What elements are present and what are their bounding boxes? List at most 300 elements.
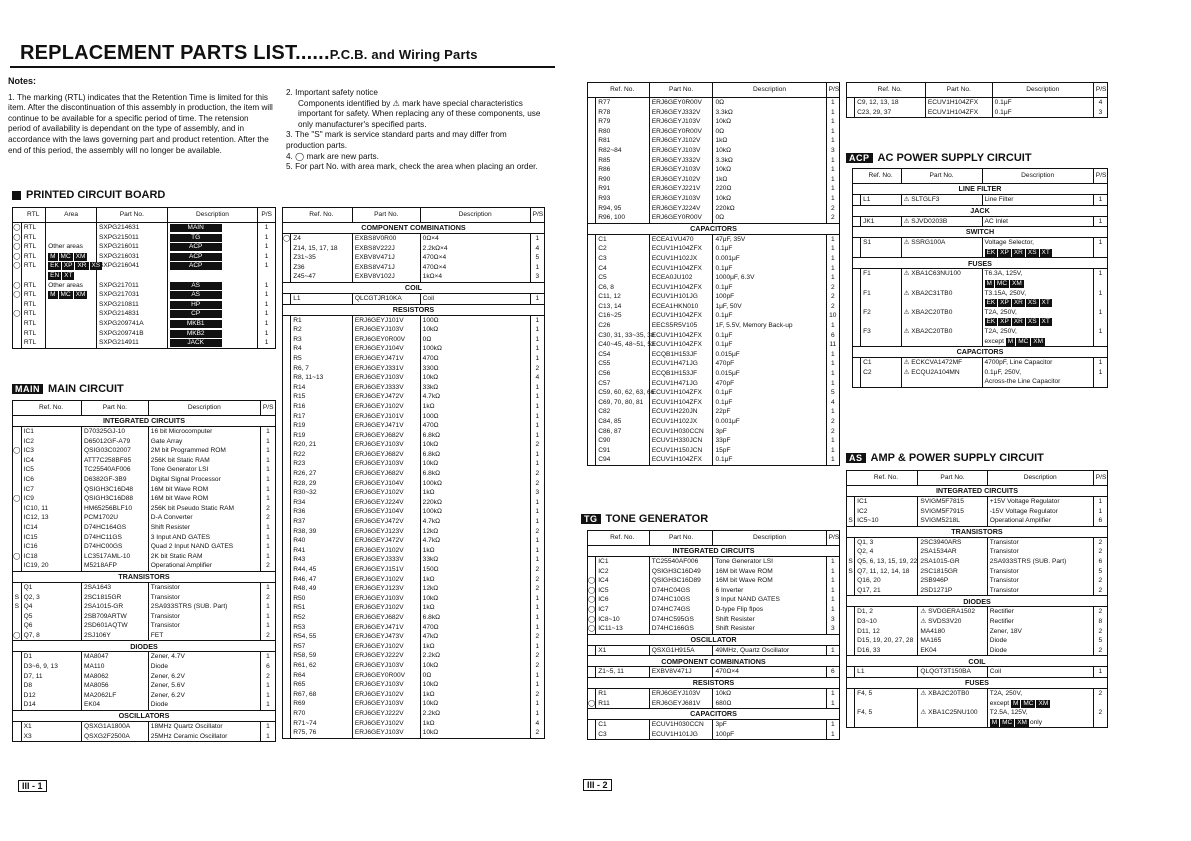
table-cell: IC7 (21, 485, 81, 495)
table-cell: SVIGM5218L (918, 516, 987, 526)
table-cell: R65 (291, 680, 353, 690)
table-row (588, 455, 840, 465)
group-header (588, 656, 840, 667)
column-header: Description (987, 471, 1093, 486)
group-title: CAPACITORS (853, 347, 1108, 358)
table-cell: ⚠ SLTGLF3 (901, 195, 982, 206)
table-cell: Coil (420, 293, 530, 304)
table-cell (283, 517, 291, 527)
table-cell: 1 (826, 407, 839, 417)
table-row (13, 691, 276, 701)
table-cell: ERJ6GEYJ472V (352, 392, 420, 402)
table-cell: R15 (291, 392, 353, 402)
note-2a: 2. Important safety notice (286, 88, 378, 97)
table-cell: 1 (826, 184, 839, 194)
table-cell: C86, 87 (596, 427, 649, 437)
table-cell: IC5~10 (855, 516, 918, 526)
table-cell: Transistor (148, 621, 260, 631)
group-header (853, 227, 1108, 238)
table-cell: 2 (1093, 688, 1107, 698)
table-row (283, 680, 545, 690)
table-cell: 0.1μF (713, 311, 826, 321)
table-cell: Q5 (21, 612, 81, 622)
table-cell: Coil (987, 667, 1093, 678)
table-cell: Z14, 15, 17, 18 (291, 244, 353, 254)
table-cell: RTL (21, 281, 45, 291)
table-cell: ⚠ XBA1C25NU100 (918, 708, 987, 718)
table-cell: Z36 (291, 263, 353, 273)
table-cell (853, 195, 861, 206)
table-row (283, 263, 545, 273)
table-row (847, 667, 1108, 678)
table-cell: Voltage Selector, (982, 238, 1093, 248)
table-cell: QSXG1H915A (649, 645, 713, 656)
table-cell: Transistor (987, 537, 1093, 547)
table-cell: 1 (826, 446, 839, 456)
table-cell (861, 279, 901, 289)
table-cell: ERJ6GEYJ102V (352, 603, 420, 613)
table-cell: R46, 47 (291, 575, 353, 585)
table-cell: 1 (530, 412, 544, 422)
table-cell: 5 (530, 253, 544, 263)
table-cell: IC5 (596, 586, 649, 596)
table-cell (13, 456, 22, 466)
area-tag: XT (1041, 299, 1050, 307)
table-cell: 1 (826, 194, 839, 204)
table-cell: 1 (260, 465, 275, 475)
table-cell (1093, 248, 1107, 258)
title-rule (10, 66, 555, 68)
title-subtitle: P.C.B. and Wiring Parts (329, 47, 478, 62)
table-row (847, 586, 1108, 596)
table-cell: RTL (21, 309, 45, 319)
table-cell: L1 (855, 667, 918, 678)
table-cell: except M MC XM (987, 699, 1093, 709)
table-row (588, 127, 840, 137)
table-cell: RTL (21, 300, 45, 310)
table-cell: 2SA933STRS (SUB. Part) (987, 557, 1093, 567)
table-row (853, 289, 1108, 299)
group-header (283, 282, 545, 293)
table-cell: 10kΩ (420, 373, 530, 383)
column-header (588, 83, 596, 98)
table-cell: 0.1μF (713, 331, 826, 341)
area-tag: XP (63, 262, 73, 270)
table-cell: ERJ6GEYJ151V (352, 565, 420, 575)
table-cell: R41 (291, 546, 353, 556)
table-cell (853, 308, 861, 318)
table-cell: 1 (530, 459, 544, 469)
table-cell: Q1, 3 (855, 537, 918, 547)
area-tag: XS (1027, 318, 1037, 326)
table-cell: 1 (826, 98, 839, 108)
table-cell (13, 561, 22, 571)
table-cell: 2 (826, 417, 839, 427)
table-row (283, 594, 545, 604)
table-cell: 1 (826, 557, 839, 567)
table-cell: C3 (596, 254, 649, 264)
main-table (12, 400, 276, 742)
table-cell: ⚠ SVDGERA1502 (918, 607, 987, 617)
table-cell: ERJ6GEYJ102V (352, 402, 420, 412)
table-cell: C56 (596, 369, 649, 379)
table-cell: ERJ6GEYJ102V (352, 575, 420, 585)
table-cell: 1 (530, 709, 544, 719)
table-cell: 16M bit Wave ROM (713, 576, 826, 586)
table-cell: 3 Input AND GATES (148, 533, 260, 543)
table-cell (588, 98, 596, 108)
table-cell: 1 (530, 421, 544, 431)
table-cell: ⚠ XBA2C20TB0 (901, 327, 982, 337)
table-cell: 1 (260, 475, 275, 485)
table-cell: ERJ6GEY0R00V (649, 127, 713, 137)
table-cell (13, 533, 22, 543)
table-row (283, 719, 545, 729)
table-cell: 0Ω (713, 213, 826, 223)
table-cell: D74HC11GS (81, 533, 148, 543)
table-cell: ERJ6GEYJ103V (649, 688, 713, 698)
table-cell: 2SB709ARTW (81, 612, 148, 622)
table-cell: SXPG215011 (96, 233, 167, 243)
table-cell: 1 (258, 290, 276, 300)
column-header: Ref. No. (21, 401, 81, 416)
board-tag: ACP (170, 262, 222, 270)
table-cell: 1 (530, 613, 544, 623)
table-cell: S (13, 602, 22, 612)
table-cell: 16M bit Wave ROM (713, 567, 826, 577)
table-cell: 1 (530, 325, 544, 335)
table-cell (1093, 279, 1107, 289)
table-header-row (588, 83, 840, 98)
table-cell: 2 (530, 469, 544, 479)
table-cell: 1kΩ (420, 690, 530, 700)
table-cell (588, 264, 596, 274)
notes-right (286, 88, 541, 173)
table-cell: 2.2kΩ (420, 709, 530, 719)
table-cell: D-type Flip flpos (713, 605, 826, 615)
table-cell: IC1 (855, 497, 918, 507)
table-cell: ECUV1H030CCN (649, 720, 713, 730)
table-cell (46, 309, 97, 319)
table-cell: 1 (530, 536, 544, 546)
table-cell: ERJ6GEYJ682V (352, 431, 420, 441)
table-cell (13, 271, 22, 281)
table-cell: QSIGH3C16D89 (649, 576, 713, 586)
area-tag: XT (1041, 318, 1050, 326)
table-cell: ⚠ XBA1C63NU100 (901, 269, 982, 279)
area-tag: XP (1000, 248, 1009, 256)
table-cell: 1 (258, 309, 276, 319)
table-cell: T2A, 250V, (982, 327, 1093, 337)
table-cell: 2 (826, 292, 839, 302)
table-cell: T2.5A, 125V, (987, 708, 1093, 718)
table-cell: 0.1μF (713, 283, 826, 293)
table-cell: ERJ6GEYJ471V (352, 421, 420, 431)
table-cell (46, 338, 97, 348)
table-cell: R61, 62 (291, 661, 353, 671)
table-cell: 1 (826, 117, 839, 127)
group-title: OSCILLATORS (13, 711, 276, 722)
table-cell: 4 (1093, 98, 1107, 108)
table-cell: R11 (596, 699, 649, 709)
table-cell (853, 289, 861, 299)
table-cell: 0Ω (713, 98, 826, 108)
table-cell: 1 (1093, 289, 1107, 299)
table-row (588, 699, 840, 709)
table-cell (588, 557, 596, 567)
table-cell: 1F, 5.5V, Memory Back-up (713, 321, 826, 331)
table-cell: R3 (291, 335, 353, 345)
table-cell (283, 272, 291, 282)
table-cell (847, 497, 855, 507)
table-cell (853, 248, 861, 258)
table-cell (283, 671, 291, 681)
table-cell: R58, 59 (291, 651, 353, 661)
table-cell: IC7 (596, 605, 649, 615)
table-cell: Shift Resister (148, 523, 260, 533)
table-row (847, 718, 1108, 728)
table-cell: ERJ6GEYJ102V (352, 719, 420, 729)
table-cell: ERJ6GEYJ472V (352, 536, 420, 546)
table-cell: 8 (1093, 617, 1107, 627)
board-tag: CP (170, 310, 222, 318)
table-cell (283, 565, 291, 575)
table-row (283, 690, 545, 700)
table-header-row (847, 471, 1108, 486)
table-cell: Q1 (21, 582, 81, 592)
table-cell: C59, 60, 62, 63, 66 (596, 388, 649, 398)
table-cell: 47μF, 35V (713, 234, 826, 244)
table-cell (167, 329, 258, 339)
table-cell: Tone Generator LSI (713, 557, 826, 567)
table-cell (1093, 718, 1107, 728)
table-cell (13, 732, 22, 742)
table-cell: D6382GF-3B9 (81, 475, 148, 485)
table-cell: M MC XM only (987, 718, 1093, 728)
table-row (13, 700, 276, 710)
group-header (847, 486, 1108, 497)
table-row (13, 427, 276, 437)
table-cell (283, 555, 291, 565)
table-cell (1093, 377, 1107, 387)
table-row (853, 248, 1108, 258)
table-cell: R40 (291, 536, 353, 546)
table-row (588, 213, 840, 223)
table-cell: 2K bit Static RAM (148, 552, 260, 562)
area-tag: M (50, 252, 56, 260)
table-cell: 1 (826, 234, 839, 244)
column-header: Part No. (96, 208, 167, 223)
table-row (853, 298, 1108, 308)
table-cell: C9, 12, 13, 18 (855, 98, 926, 108)
table-cell (21, 271, 45, 281)
col3-table-wrap (587, 82, 840, 466)
table-cell: 2.2kΩ×4 (420, 244, 530, 254)
table-cell: 2 (530, 661, 544, 671)
table-row (13, 319, 276, 329)
group-title: INTEGRATED CIRCUITS (13, 416, 276, 427)
pcb-heading-text: PRINTED CIRCUIT BOARD (26, 189, 166, 201)
board-tag: HP (170, 301, 222, 309)
table-row (847, 557, 1108, 567)
table-cell: ◯ (13, 495, 21, 503)
pcb-heading (12, 189, 165, 201)
table-cell: IC10, 11 (21, 504, 81, 514)
table-cell: R28, 29 (291, 479, 353, 489)
table-cell: 1 (826, 586, 839, 596)
table-cell: S (13, 593, 22, 603)
table-cell (283, 642, 291, 652)
table-header-row (853, 169, 1108, 184)
table-row (847, 627, 1108, 637)
area-tag: XP (1000, 299, 1009, 307)
table-cell: 1 (826, 350, 839, 360)
area-tag: MC (60, 291, 71, 299)
table-cell: IC8~10 (596, 615, 649, 625)
table-row (853, 358, 1108, 368)
table-cell (13, 523, 22, 533)
table-cell: ERJ6GEYJ102V (352, 690, 420, 700)
as-heading-text: AMP & POWER SUPPLY CIRCUIT (870, 452, 1044, 464)
table-cell: D14 (21, 700, 81, 710)
table-cell: Transistor (148, 582, 260, 592)
table-row (588, 264, 840, 274)
table-cell: 1 (826, 165, 839, 175)
table-cell: 18MHz Quartz Oscillator (148, 722, 260, 732)
table-cell: R1 (291, 315, 353, 325)
table-row (283, 507, 545, 517)
board-tag: MAIN (170, 224, 222, 232)
table-cell: RTL (21, 290, 45, 300)
table-cell: 100Ω (420, 315, 530, 325)
table-row (283, 354, 545, 364)
table-cell: 4 (530, 373, 544, 383)
table-cell (901, 317, 982, 327)
table-cell: EK04 (918, 646, 987, 656)
table-cell: 4.7kΩ (420, 392, 530, 402)
table-cell: 2 (260, 504, 275, 514)
table-cell (588, 645, 596, 656)
table-cell: ERJ6GEYJ102V (649, 136, 713, 146)
table-row (13, 338, 276, 348)
area-tag: XS (1027, 248, 1037, 256)
bullet-square-icon (12, 191, 21, 200)
table-cell: 1kΩ (420, 603, 530, 613)
table-cell: 100kΩ (420, 507, 530, 517)
table-row (13, 523, 276, 533)
table-cell: S1 (861, 238, 901, 248)
table-cell (588, 455, 596, 465)
table-cell: ◯ (283, 235, 291, 242)
table-cell: 1 (530, 344, 544, 354)
table-row (588, 340, 840, 350)
table-cell: 1 (530, 623, 544, 633)
area-tag: XR (1013, 248, 1023, 256)
table-cell: ERJ6GEYJ123V (352, 584, 420, 594)
table-cell: C11, 12 (596, 292, 649, 302)
table-cell (13, 338, 22, 348)
table-cell (853, 298, 861, 308)
table-cell (588, 156, 596, 166)
table-cell: R48, 49 (291, 584, 353, 594)
table-row (588, 136, 840, 146)
table-cell: ERJ6GEYJ331V (352, 364, 420, 374)
table-cell: 100kΩ (420, 344, 530, 354)
table-cell: ECQB1H153JF (649, 369, 713, 379)
table-cell: 1 (826, 455, 839, 465)
table-cell: M5218AFP (81, 561, 148, 571)
table-cell: ◯ (13, 310, 21, 318)
table-row (847, 688, 1108, 698)
table-cell: 0.1μF (713, 340, 826, 350)
table-cell: MA165 (918, 636, 987, 646)
table-cell: ECUV1H104ZFX (649, 283, 713, 293)
table-row (13, 437, 276, 447)
table-cell: ◯ (13, 447, 21, 455)
table-row (588, 667, 840, 678)
table-cell: 1 (1093, 195, 1107, 206)
table-cell: 470Ω (420, 623, 530, 633)
table-cell: except M MC XM (982, 337, 1093, 347)
column-header (588, 531, 596, 546)
area-tag: MC (60, 252, 71, 260)
table-cell: C90 (596, 436, 649, 446)
table-cell (283, 244, 291, 254)
table-cell: 11 (826, 340, 839, 350)
table-cell: 6.8kΩ (420, 450, 530, 460)
table-cell (588, 436, 596, 446)
table-cell: T2A, 250V, (987, 688, 1093, 698)
table-cell: SXPG214831 (96, 309, 167, 319)
table-cell: Transistor (987, 576, 1093, 586)
table-cell (918, 718, 987, 728)
table-cell: ERJ6GEYJ333V (352, 555, 420, 565)
table-cell: Q7, 11, 12, 14, 18 (855, 567, 918, 577)
table-cell (861, 298, 901, 308)
group-header (588, 223, 840, 234)
table-header-row (283, 208, 545, 223)
title-dots: ...... (295, 42, 330, 64)
group-title: OSCILLATOR (588, 634, 840, 645)
table-cell: Zener, 6.2V (148, 672, 260, 682)
table-cell: 1 (530, 498, 544, 508)
table-cell: SXPG217011 (96, 281, 167, 291)
table-row (283, 293, 545, 304)
table-cell: 1 (530, 699, 544, 709)
table-row (588, 615, 840, 625)
table-cell: 5 (1093, 636, 1107, 646)
table-cell: 2SC1815GR (81, 593, 148, 603)
as-tag: AS (846, 453, 866, 463)
group-header (853, 347, 1108, 358)
table-cell: ERJ6GEYJ103V (352, 373, 420, 383)
table-cell: 1 (260, 612, 275, 622)
table-cell (847, 718, 855, 728)
table-cell: C6, 8 (596, 283, 649, 293)
table-cell: EXBS8V222J (352, 244, 420, 254)
table-cell: 10kΩ (420, 699, 530, 709)
table-cell (847, 586, 855, 596)
main-heading-text: MAIN CIRCUIT (48, 383, 124, 395)
table-cell (167, 300, 258, 310)
table-cell: IC11~13 (596, 624, 649, 634)
table-cell: ERJ6GEYJ102V (352, 488, 420, 498)
table-cell: EECS5R5V105 (649, 321, 713, 331)
table-cell: 1 (530, 450, 544, 460)
table-cell: ERJ6GEYJ103V (649, 194, 713, 204)
table-cell: ERJ6GEYJ104V (352, 344, 420, 354)
table-cell: 2 (826, 427, 839, 437)
